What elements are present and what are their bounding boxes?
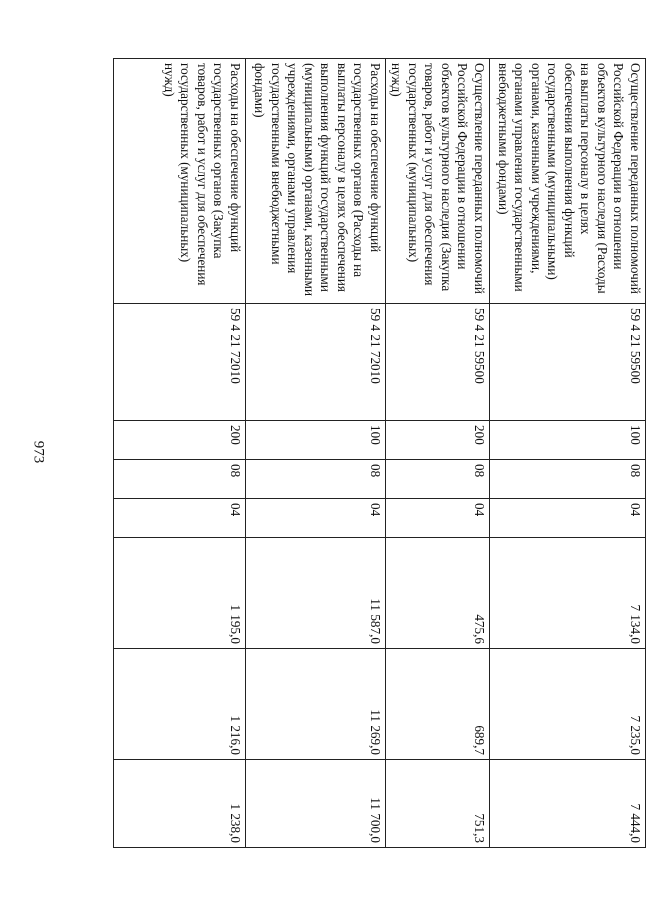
rotated-table-container: [114, 58, 646, 848]
table-row: [386, 59, 490, 848]
expense-type-cell: 200: [386, 421, 490, 460]
target-article-cell: 59 4 21 59500: [386, 304, 490, 421]
section-cell: 08: [246, 460, 386, 499]
section-cell: 08: [114, 460, 246, 499]
subsection-cell: 04: [246, 499, 386, 538]
value-3-cell: 1 238,0: [114, 760, 246, 848]
target-article-cell: 59 4 21 72010: [246, 304, 386, 421]
value-3-cell: 751,3: [386, 760, 490, 848]
section-cell: 08: [490, 460, 646, 499]
target-article-cell: 59 4 21 72010: [114, 304, 246, 421]
page-number: 973: [30, 440, 47, 464]
expense-type-cell: 100: [490, 421, 646, 460]
value-2-cell: 689,7: [386, 649, 490, 760]
expense-type-cell: 200: [114, 421, 246, 460]
table-row: [114, 59, 246, 848]
expense-type-cell: 100: [246, 421, 386, 460]
value-2-cell: 11 269,0: [246, 649, 386, 760]
value-2-cell: 7 235,0: [490, 649, 646, 760]
target-article-cell: 59 4 21 59500: [490, 304, 646, 421]
value-2-cell: 1 216,0: [114, 649, 246, 760]
budget-table: [113, 58, 646, 848]
row-description: Расходы на обеспечение функций государственных органов (Закупка товаров, работ и услуг для обеспечения государственных (муниципальных) нужд): [114, 59, 246, 304]
value-1-cell: 11 587,0: [246, 538, 386, 649]
subsection-cell: 04: [114, 499, 246, 538]
value-1-cell: 475,6: [386, 538, 490, 649]
table-row: [490, 59, 646, 848]
row-description: Расходы на обеспечение функций государственных органов (Расходы на выплаты персоналу в целях обеспечения выполнения функций государственными (муниципальными) органами, казенными учреждениями, органами управления государственными внебюджетными фондами): [246, 59, 386, 304]
row-description: Осуществление переданных полномочий Российской Федерации в отношении объектов культурного наследия (Закупка товаров, работ и услуг для обеспечения государственных (муниципальных) нужд): [386, 59, 490, 304]
table-row: [246, 59, 386, 848]
subsection-cell: 04: [490, 499, 646, 538]
rotated-table-wrapper: [114, 58, 646, 848]
value-3-cell: 7 444,0: [490, 760, 646, 848]
section-cell: 08: [386, 460, 490, 499]
value-3-cell: 11 700,0: [246, 760, 386, 848]
subsection-cell: 04: [386, 499, 490, 538]
value-1-cell: 7 134,0: [490, 538, 646, 649]
row-description: Осуществление переданных полномочий Российской Федерации в отношении объектов культурного наследия (Расходы на выплаты персоналу в целях обеспечения выполнения функций государственными (муниципальными) органами, казенными учреждениями, органами управления государственными внебюджетными фондами): [490, 59, 646, 304]
value-1-cell: 1 195,0: [114, 538, 246, 649]
